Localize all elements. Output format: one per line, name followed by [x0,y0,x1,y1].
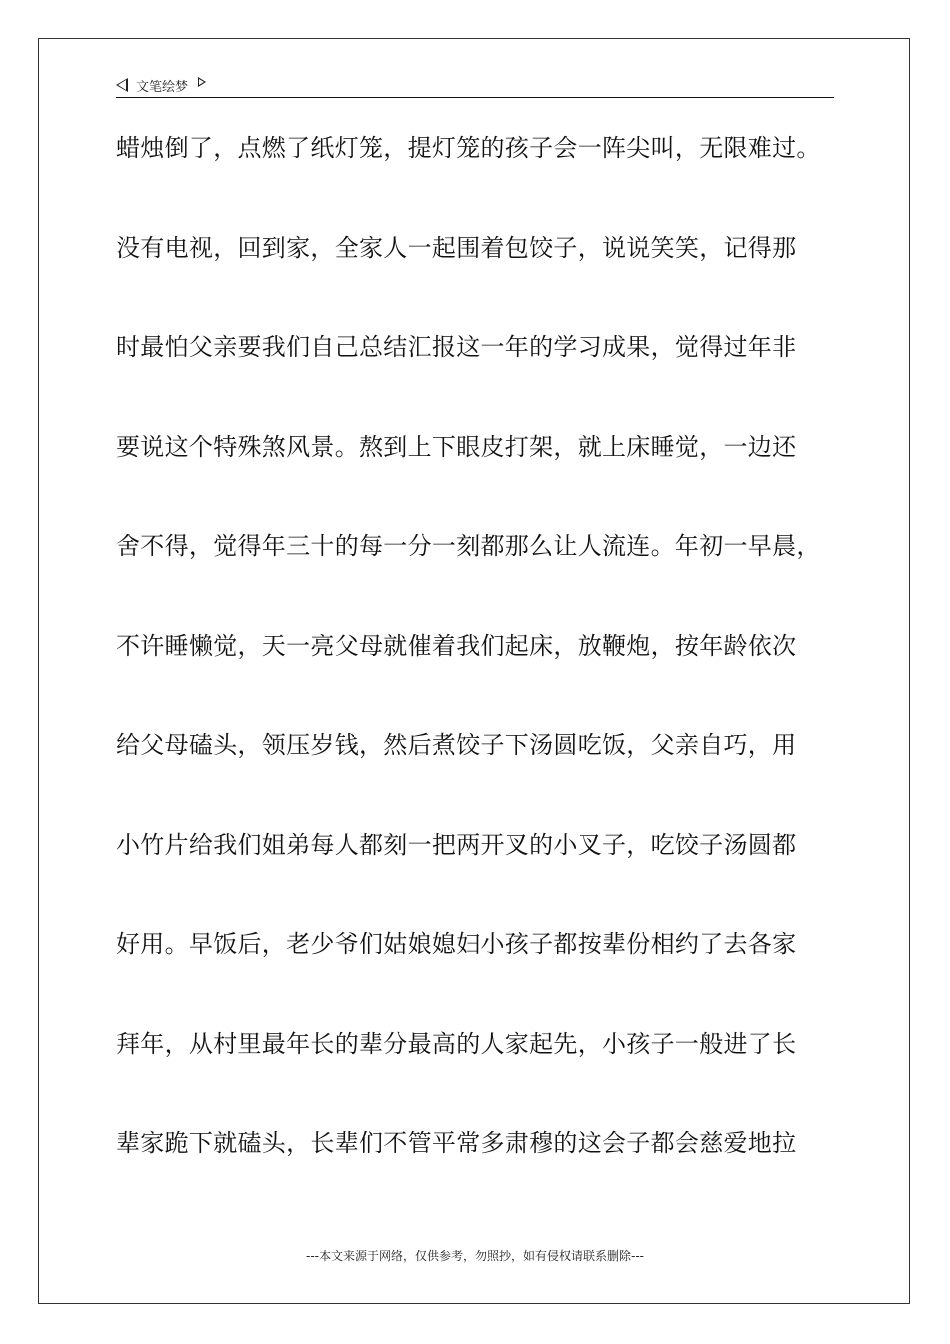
header-divider [116,97,834,98]
paragraph-line: 不许睡懒觉，天一亮父母就催着我们起床，放鞭炮，按年龄依次 [116,631,797,660]
document-body [116,128,856,1223]
paragraph-line: 辈家跪下就磕头，长辈们不管平常多肃穆的这会子都会慈爱地拉 [116,1129,797,1157]
paragraph-line: 蜡烛倒了，点燃了纸灯笼，提灯笼的孩子会一阵尖叫，无限难过。 [116,134,821,162]
footer-disclaimer: ---本文来源于网络，仅供参考，勿照抄，如有侵权请联系删除--- [306,1249,644,1263]
paragraph-line: 好用。早饭后，老少爷们姑娘媳妇小孩子都按辈份相约了去各家 [116,930,797,958]
paragraph-line: 没有电视，回到家，全家人一起围着包饺子，说说笑笑，记得那 [116,233,797,262]
triangle-right-outline-icon [198,77,206,87]
paragraph-line: 小竹片给我们姐弟每人都刻一把两开叉的小叉子，吃饺子汤圆都 [116,830,797,859]
header-title: 文笔绘梦 [136,79,189,95]
paragraph-line: 舍不得，觉得年三十的每一分一刻都那么让人流连。年初一早晨， [116,532,821,560]
paragraph-line: 拜年，从村里最年长的辈分最高的人家起先，小孩子一般进了长 [116,1029,797,1058]
paragraph-line: 给父母磕头，领压岁钱，然后煮饺子下汤圆吃饭，父亲自巧，用 [116,731,797,759]
paragraph-line: 要说这个特殊煞风景。熬到上下眼皮打架，就上床睡觉，一边还 [116,432,797,461]
document-header [116,74,206,96]
paragraph-line: 时最怕父亲要我们自己总结汇报这一年的学习成果，觉得过年非 [116,333,797,361]
triangle-left-outline-icon [116,78,128,92]
